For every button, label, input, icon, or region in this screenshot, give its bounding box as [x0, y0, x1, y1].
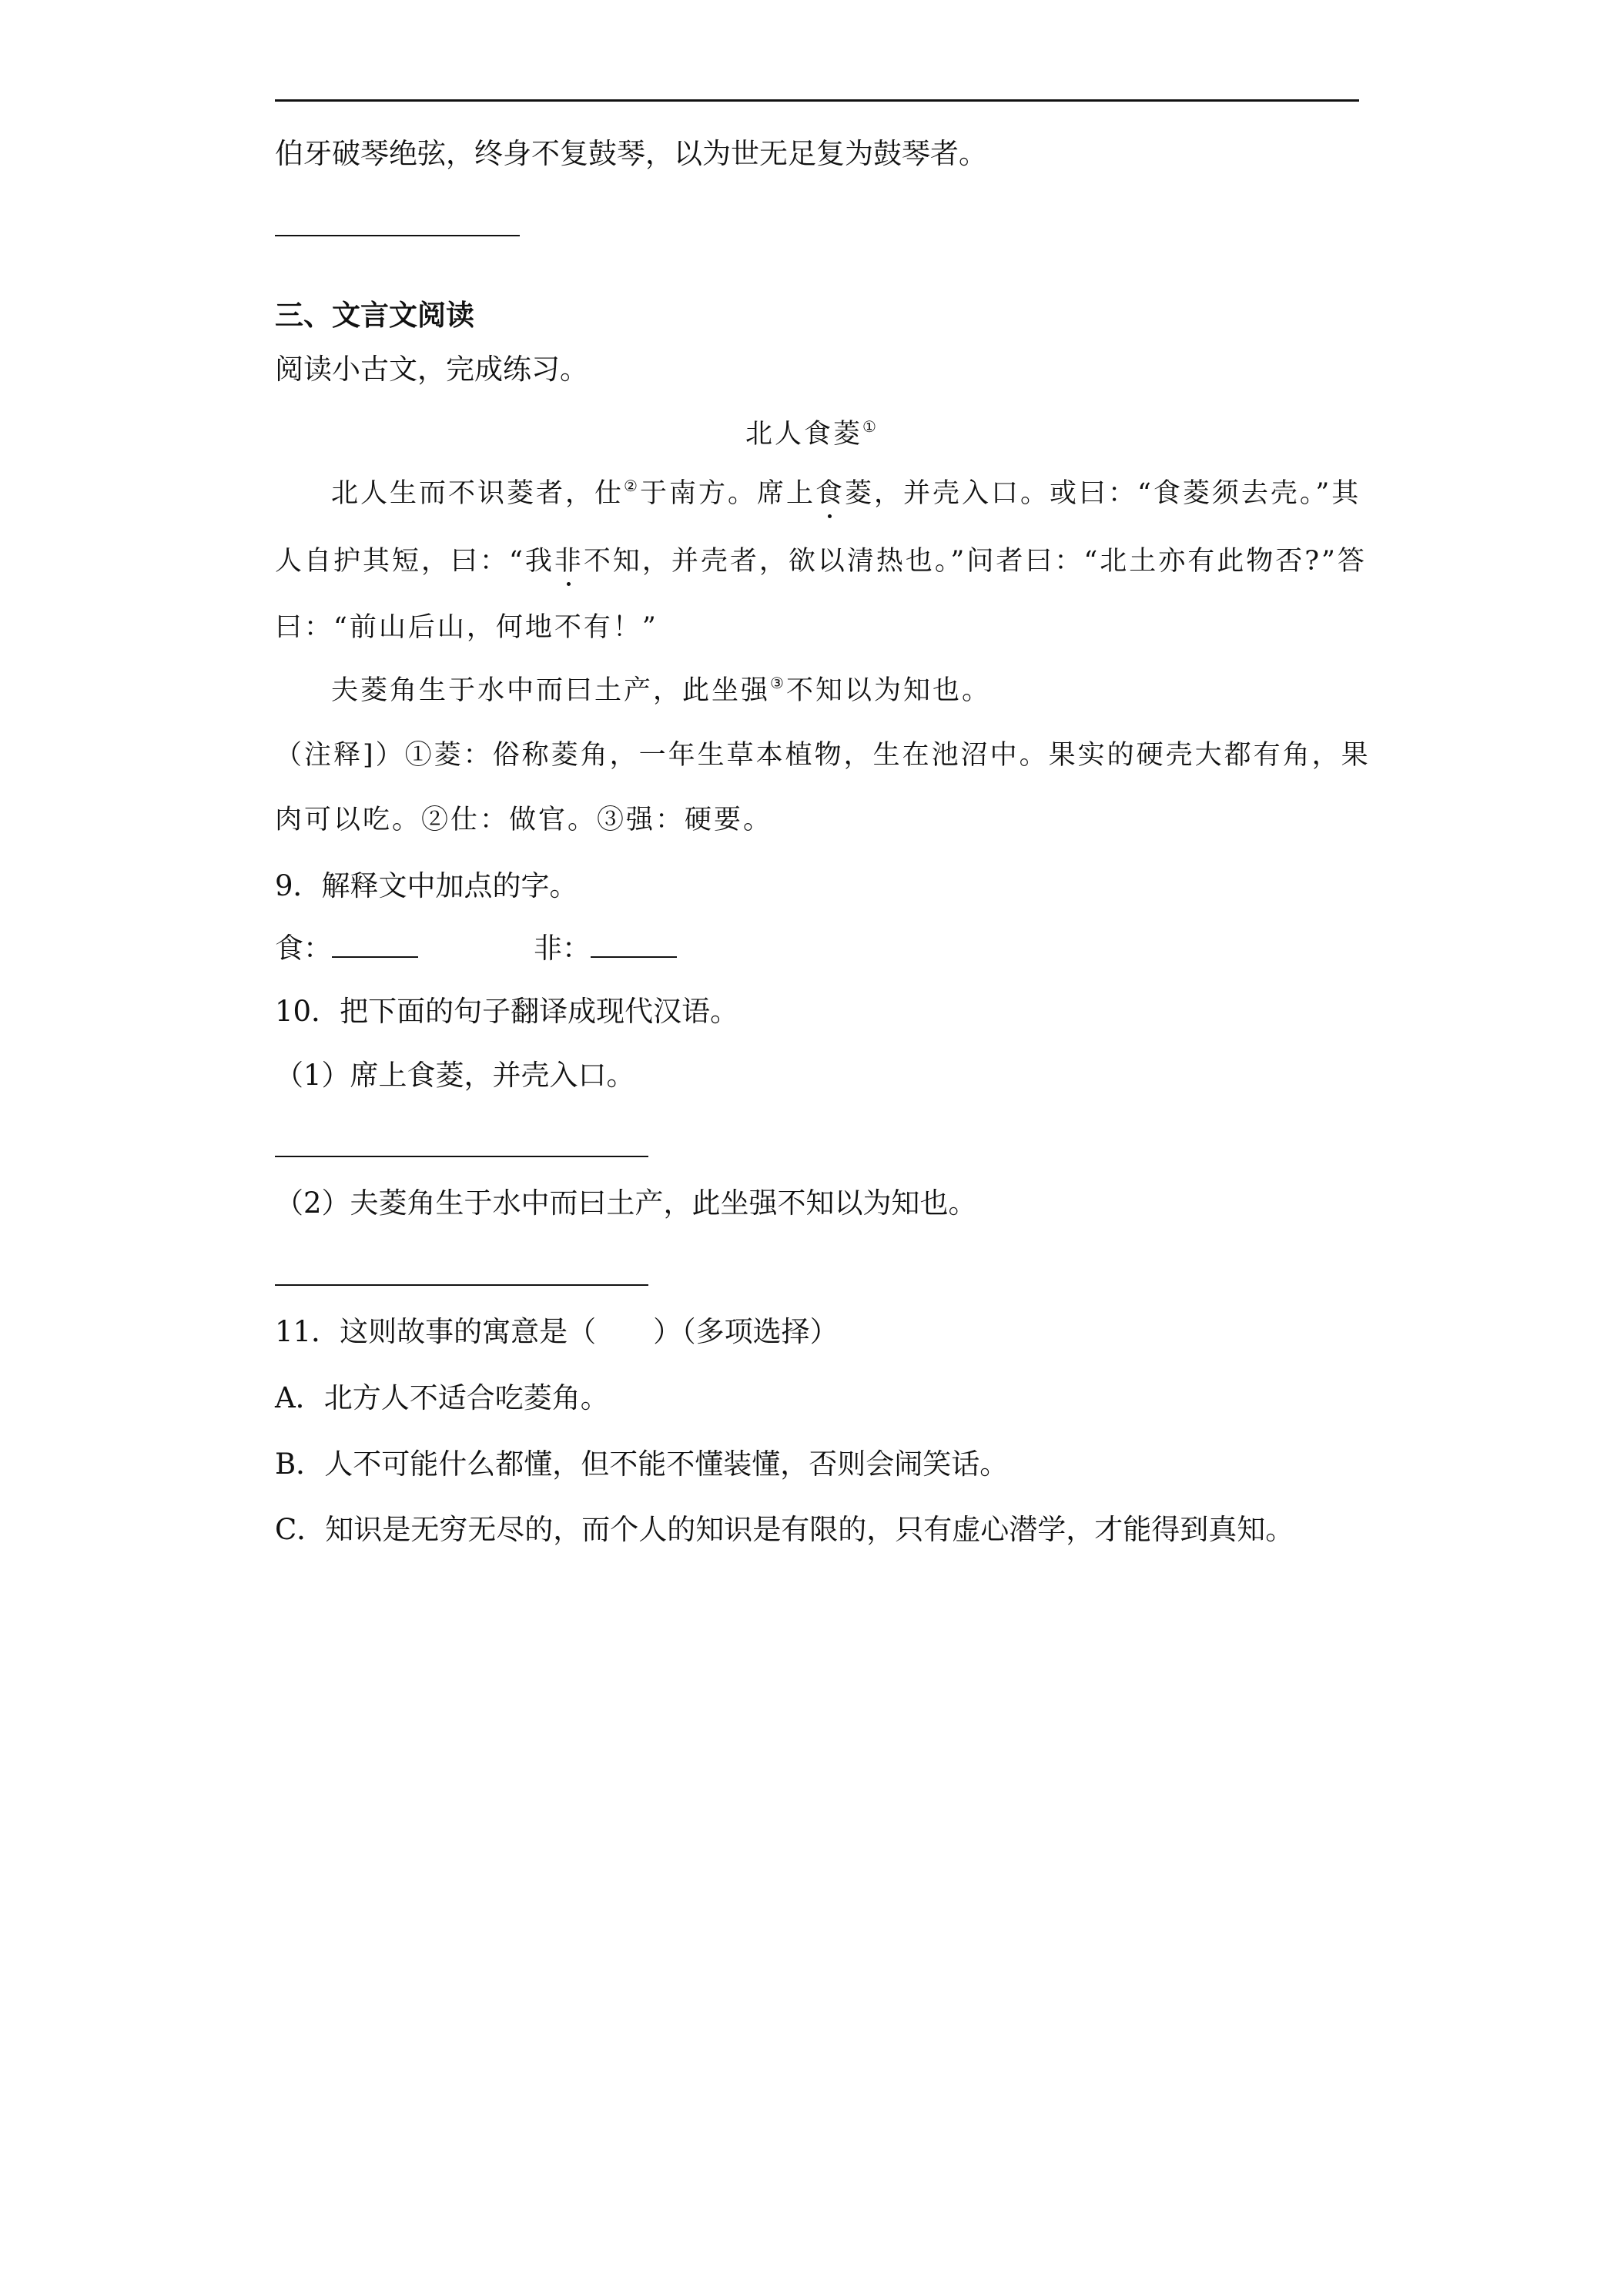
- q9-label-fei: 非：: [534, 932, 591, 965]
- question-10-sub1: （1）席上食菱，并壳入口。: [275, 1059, 635, 1092]
- header-rule: [275, 99, 1359, 102]
- q9-label-shi: 食：: [275, 932, 332, 965]
- question-9-prompt: 9．解释文中加点的字。: [275, 869, 578, 902]
- q10-answer-blank-2[interactable]: [275, 1284, 648, 1286]
- notes-line-1: （注释]）①菱：俗称菱角，一年生草本植物，生在池沼中。果实的硬壳大都有角，果: [275, 740, 1371, 771]
- q9-blank-fei[interactable]: [591, 933, 677, 958]
- continuation-text: 伯牙破琴绝弦，终身不复鼓琴，以为世无足复为鼓琴者。: [275, 137, 987, 170]
- question-9-answers: [275, 930, 677, 967]
- section-heading: 三、文言文阅读: [275, 299, 474, 332]
- passage-line-4: 夫菱角生于水中而曰土产，此坐强③不知以为知也。: [331, 674, 991, 706]
- footnote-mark-1: ①: [862, 417, 879, 436]
- passage-title-text: 北人食菱: [745, 419, 863, 450]
- passage-title: [0, 416, 1624, 453]
- notes-line-2: 肉可以吃。②仕：做官。③强：硬要。: [275, 805, 773, 835]
- q11-option-c[interactable]: C．知识是无穷无尽的，而个人的知识是有限的，只有虚心潜学，才能得到真知。: [275, 1513, 1294, 1546]
- answer-blank-previous: [275, 235, 520, 236]
- q11-option-b[interactable]: B．人不可能什么都懂，但不能不懂装懂，否则会闹笑话。: [275, 1448, 1009, 1481]
- question-10-sub2: （2）夫菱角生于水中而曰土产，此坐强不知以为知也。: [275, 1186, 977, 1220]
- question-10-prompt: 10．把下面的句子翻译成现代汉语。: [275, 995, 739, 1028]
- dotted-char-fei: 非: [554, 543, 584, 580]
- passage-line-1: 北人生而不识菱者，仕②于南方。席上食菱，并壳入口。或曰：“食菱须去壳。”其: [331, 475, 1361, 512]
- footnote-mark-2: ②: [624, 477, 640, 495]
- passage-line-2: 人自护其短，曰：“我非不知，并壳者，欲以清热也。”问者曰：“北土亦有此物否?”答: [275, 543, 1367, 580]
- dotted-char-shi: 食: [815, 475, 845, 512]
- q9-blank-shi[interactable]: [332, 933, 418, 958]
- passage-line-3: 曰：“前山后山，何地不有！”: [275, 612, 658, 643]
- q10-answer-blank-1[interactable]: [275, 1156, 648, 1157]
- footnote-mark-3: ③: [770, 674, 786, 692]
- question-11-prompt: 11．这则故事的寓意是（ ）（多项选择）: [275, 1315, 839, 1348]
- section-instruction: 阅读小古文，完成练习。: [275, 353, 588, 386]
- q11-option-a[interactable]: A．北方人不适合吃菱角。: [275, 1381, 609, 1414]
